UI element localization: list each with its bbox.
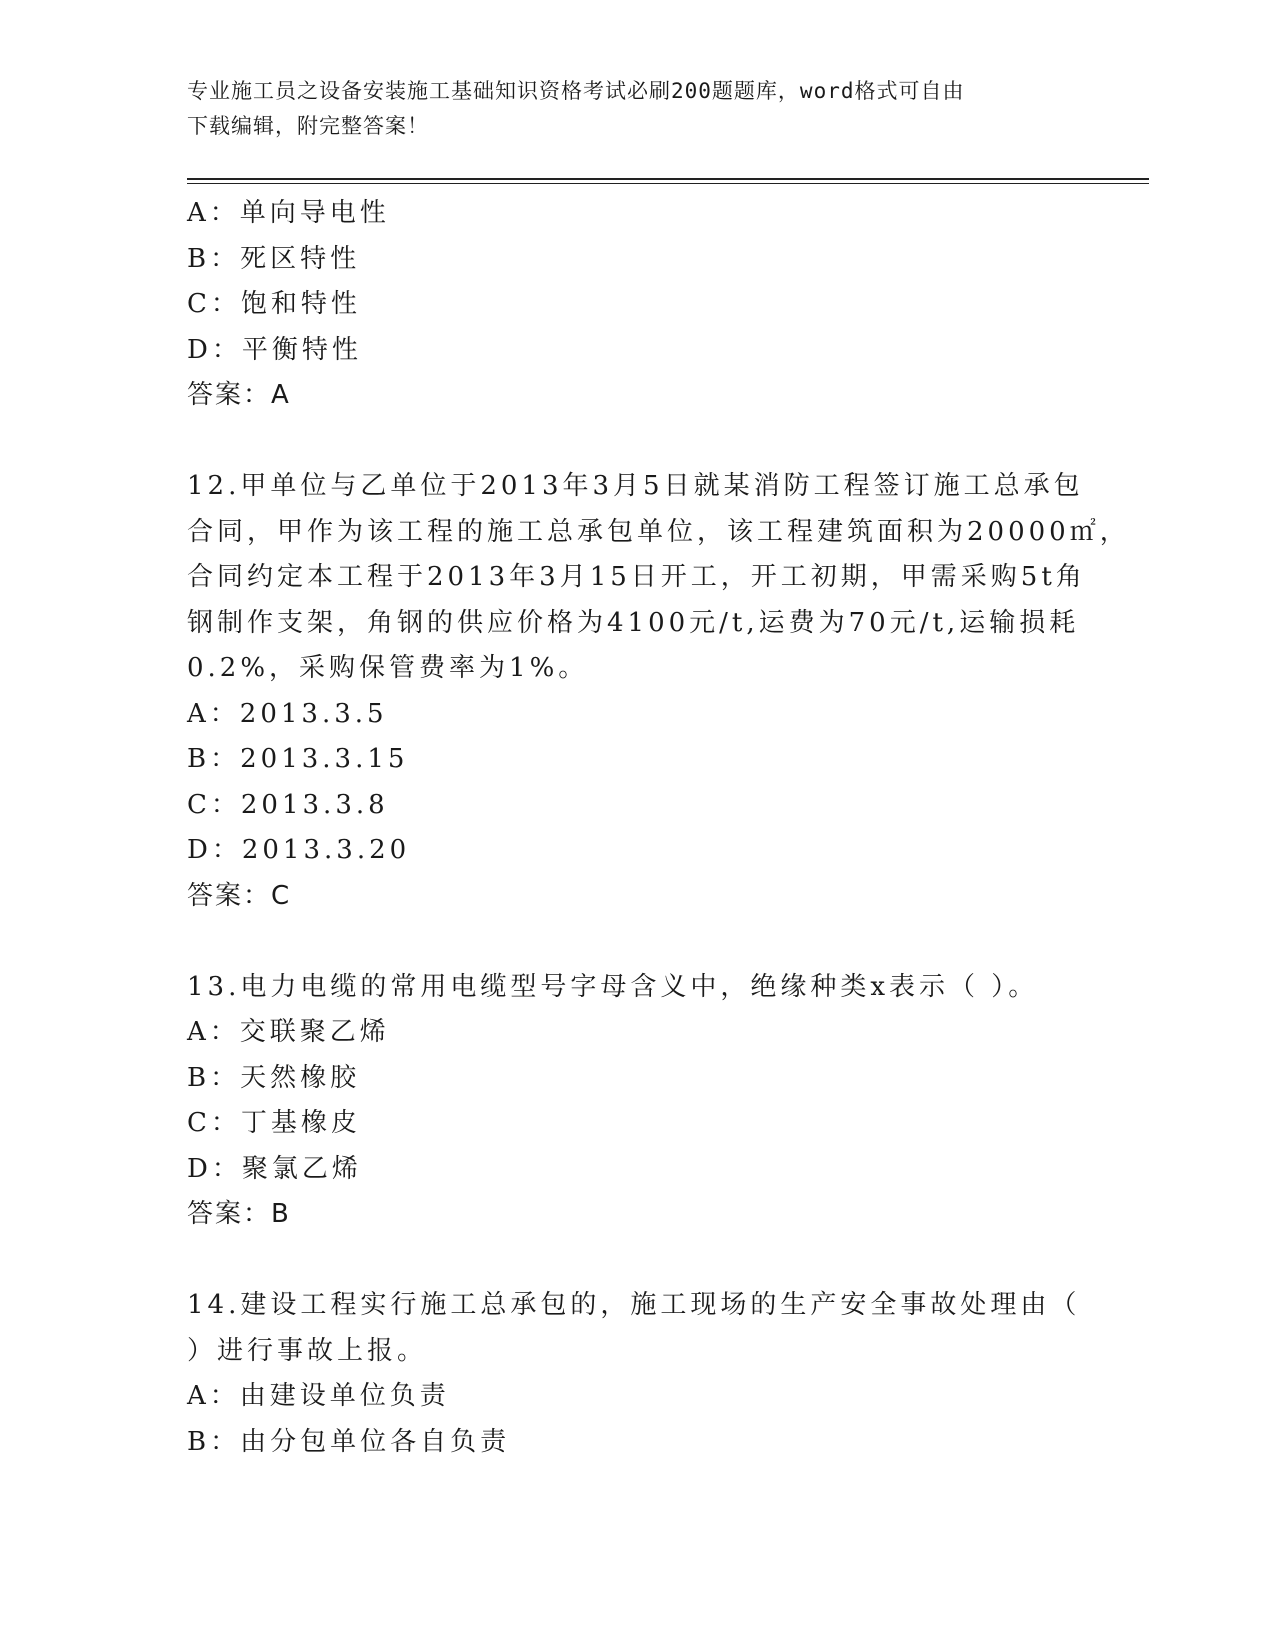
option-b: B：由分包单位各自负责 bbox=[187, 1426, 511, 1457]
option-c: C：2013.3.8 bbox=[187, 789, 389, 820]
question-stem-line: 合同约定本工程于2013年3月15日开工，开工初期，甲需采购5t角 bbox=[187, 562, 1086, 592]
option-c: C：丁基橡皮 bbox=[187, 1108, 361, 1138]
question-stem-line: 13.电力电缆的常用电缆型号字母含义中，绝缘种类x表示（ ）。 bbox=[187, 971, 1039, 1002]
option-c: C：饱和特性 bbox=[187, 289, 361, 319]
document-header bbox=[187, 74, 1067, 144]
option-b: B：天然橡胶 bbox=[187, 1062, 361, 1093]
question-stem-line: 钢制作支架，角钢的供应价格为4100元/t,运费为70元/t,运输损耗 bbox=[187, 607, 1080, 638]
question-stem-line: 合同，甲作为该工程的施工总承包单位，该工程建筑面积为20000㎡， bbox=[187, 516, 1130, 547]
option-d: D：平衡特性 bbox=[187, 334, 362, 365]
header-rule-thick bbox=[187, 178, 1149, 180]
question-13 bbox=[187, 965, 1087, 1238]
question-11 bbox=[187, 191, 1087, 419]
question-stem-line: 0.2%，采购保管费率为1%。 bbox=[187, 653, 589, 683]
option-a: A：2013.3.5 bbox=[187, 698, 388, 729]
question-stem-line: 14.建设工程实行施工总承包的，施工现场的生产安全事故处理由（ bbox=[187, 1290, 1081, 1320]
option-b: B：2013.3.15 bbox=[187, 744, 409, 774]
answer: 答案：A bbox=[187, 380, 291, 410]
question-stem-line: ）进行事故上报。 bbox=[187, 1335, 428, 1366]
option-a: A：单向导电性 bbox=[187, 198, 390, 228]
option-a: A：由建设单位负责 bbox=[187, 1381, 450, 1411]
question-14 bbox=[187, 1283, 1087, 1465]
option-d: D：聚氯乙烯 bbox=[187, 1153, 362, 1184]
option-a: A：交联聚乙烯 bbox=[187, 1017, 390, 1047]
question-12 bbox=[187, 464, 1130, 919]
answer: 答案：B bbox=[187, 1199, 291, 1229]
answer: 答案：C bbox=[187, 880, 292, 911]
header-line-2: 下载编辑，附完整答案！ bbox=[187, 114, 429, 138]
document-body bbox=[187, 191, 1130, 1465]
question-stem-line: 12.甲单位与乙单位于2013年3月5日就某消防工程签订施工总承包 bbox=[187, 471, 1084, 501]
header-line-1: 专业施工员之设备安装施工基础知识资格考试必刷200题题库，word格式可自由 bbox=[187, 79, 965, 103]
header-rule-thin bbox=[187, 183, 1149, 184]
option-b: B：死区特性 bbox=[187, 243, 361, 274]
option-d: D：2013.3.20 bbox=[187, 835, 411, 865]
